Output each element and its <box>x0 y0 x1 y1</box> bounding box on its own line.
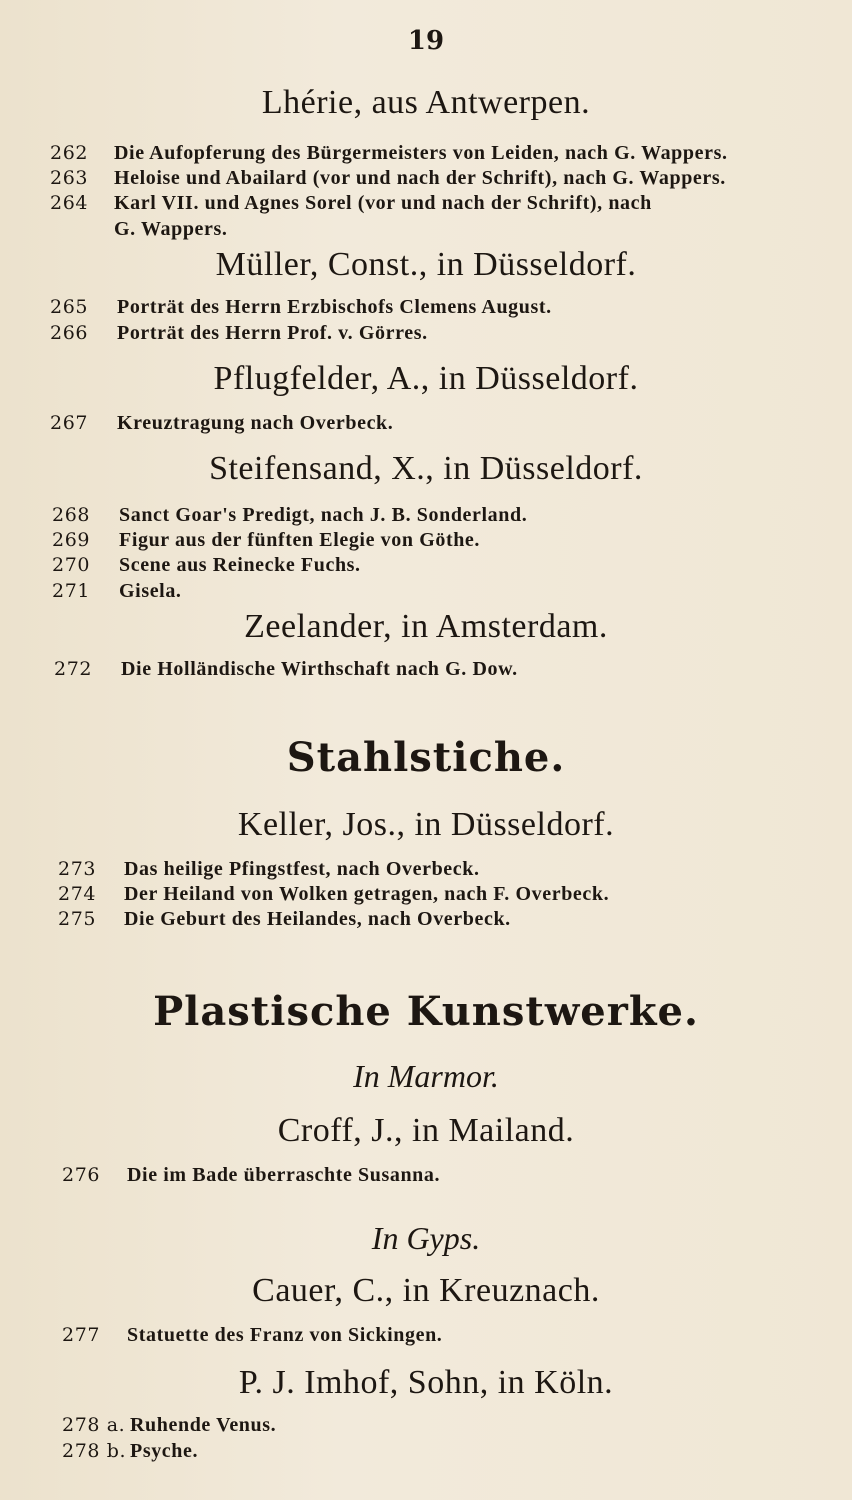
entry-274 <box>58 883 96 906</box>
entry-number: 275 <box>58 908 97 930</box>
section-heading-stahlstiche: Stahlstiche. <box>286 734 566 781</box>
entry-number: 262 <box>50 142 89 164</box>
entry-number: 271 <box>52 580 91 602</box>
entry-number: 278 a. <box>62 1414 126 1436</box>
entry-272 <box>54 658 92 681</box>
entry-275 <box>58 908 96 931</box>
entry-277 <box>62 1324 100 1347</box>
entry-text: Das heilige Pfingstfest, nach Overbeck. <box>124 858 480 880</box>
entry-text: Die Aufopferung des Bürgermeisters von Leiden, nach G. Wappers. <box>114 142 728 164</box>
entry-266 <box>50 322 88 345</box>
artist-heading-cauer: Cauer, C., in Kreuznach. <box>252 1272 600 1309</box>
entry-264 <box>50 192 88 215</box>
entry-276 <box>62 1164 100 1187</box>
entry-number: 263 <box>50 167 89 189</box>
entry-number: 278 b. <box>62 1440 127 1462</box>
entry-262 <box>50 142 88 165</box>
entry-271 <box>52 580 90 603</box>
entry-273 <box>58 858 96 881</box>
subsection-heading-gyps: In Gyps. <box>371 1220 481 1256</box>
artist-heading-imhof: P. J. Imhof, Sohn, in Köln. <box>238 1364 614 1401</box>
artist-heading-keller: Keller, Jos., in Düsseldorf. <box>237 806 615 843</box>
entry-text: Heloise und Abailard (vor und nach der Schrift), nach G. Wappers. <box>114 167 726 189</box>
entry-number: 267 <box>50 412 89 434</box>
entry-text: Sanct Goar's Predigt, nach J. B. Sonderland. <box>119 504 528 526</box>
artist-heading-lherie: Lhérie, aus Antwerpen. <box>261 84 591 121</box>
entry-number: 265 <box>50 296 89 318</box>
entry-text: Kreuztragung nach Overbeck. <box>117 412 394 434</box>
entry-267 <box>50 412 88 435</box>
entry-278b <box>62 1440 126 1463</box>
entry-number: 268 <box>52 504 91 526</box>
entry-text: Gisela. <box>119 580 182 602</box>
entry-263 <box>50 167 88 190</box>
entry-number: 277 <box>62 1324 101 1346</box>
entry-text: Ruhende Venus. <box>130 1414 277 1436</box>
artist-heading-mueller: Müller, Const., in Düsseldorf. <box>215 246 637 283</box>
entry-text: Scene aus Reinecke Fuchs. <box>119 554 361 576</box>
entry-number: 270 <box>52 554 91 576</box>
entry-text: Die Holländische Wirthschaft nach G. Dow. <box>121 658 518 680</box>
entry-268 <box>52 504 90 527</box>
entry-number: 273 <box>58 858 97 880</box>
artist-heading-pflugfelder: Pflugfelder, A., in Düsseldorf. <box>213 360 639 397</box>
entry-number: 276 <box>62 1164 101 1186</box>
entry-number: 274 <box>58 883 97 905</box>
entry-text-continued: G. Wappers. <box>114 218 228 240</box>
entry-text: Porträt des Herrn Erzbischofs Clemens August. <box>117 296 552 318</box>
entry-265 <box>50 296 88 319</box>
artist-heading-zeelander: Zeelander, in Amsterdam. <box>244 608 608 645</box>
entry-text: Karl VII. und Agnes Sorel (vor und nach der Schrift), nach <box>114 192 652 214</box>
entry-number: 269 <box>52 529 91 551</box>
entry-text: Die Geburt des Heilandes, nach Overbeck. <box>124 908 511 930</box>
entry-text: Statuette des Franz von Sickingen. <box>127 1324 443 1346</box>
entry-text: Porträt des Herrn Prof. v. Görres. <box>117 322 428 344</box>
section-heading-plastische-kunstwerke: Plastische Kunstwerke. <box>153 988 699 1035</box>
entry-278a <box>62 1414 125 1437</box>
entry-text: Psyche. <box>130 1440 199 1462</box>
entry-text: Die im Bade überraschte Susanna. <box>127 1164 441 1186</box>
artist-heading-croff: Croff, J., in Mailand. <box>277 1112 575 1149</box>
page-number: 19 <box>407 26 445 56</box>
entry-number: 272 <box>54 658 93 680</box>
artist-heading-steifensand: Steifensand, X., in Düsseldorf. <box>209 450 643 487</box>
entry-text: Figur aus der fünften Elegie von Göthe. <box>119 529 481 551</box>
entry-number: 266 <box>50 322 89 344</box>
entry-text: Der Heiland von Wolken getragen, nach F. Overbeck. <box>124 883 610 905</box>
subsection-heading-marmor: In Marmor. <box>353 1058 499 1094</box>
entry-269 <box>52 529 90 552</box>
entry-number: 264 <box>50 192 89 214</box>
entry-270 <box>52 554 90 577</box>
